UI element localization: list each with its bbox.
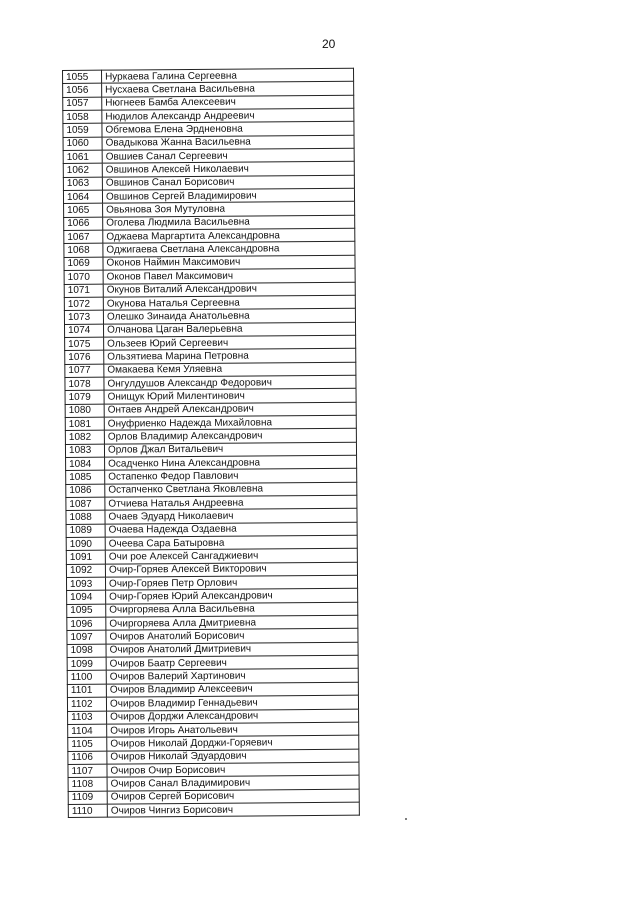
row-number: 1073: [64, 310, 103, 324]
person-name: Очиров Игорь Анатольевич: [107, 722, 359, 737]
row-number: 1096: [67, 617, 106, 631]
person-name: Окунов Виталий Александрович: [103, 282, 355, 297]
person-name: Очаева Надежда Оздаевна: [105, 522, 357, 537]
row-number: 1067: [64, 230, 103, 244]
person-name: Остапченко Светлана Яковлевна: [105, 482, 357, 497]
row-number: 1103: [68, 711, 107, 725]
person-name: Нюдилов Александр Андреевич: [102, 108, 354, 123]
row-number: 1086: [66, 484, 105, 498]
person-name: Овшинов Сергей Владимирович: [102, 188, 354, 203]
row-number: 1106: [68, 751, 107, 765]
person-name: Очиров Чингиз Борисович: [107, 802, 359, 817]
row-number: 1063: [63, 177, 102, 191]
person-name: Очиров Владимир Геннадьевич: [106, 695, 358, 710]
row-number: 1061: [63, 150, 102, 164]
row-number: 1108: [68, 777, 107, 791]
person-name: Омакаева Кемя Уляевна: [104, 362, 356, 377]
row-number: 1070: [64, 270, 103, 284]
row-number: 1071: [64, 284, 103, 298]
row-number: 1107: [68, 764, 107, 778]
person-name: Овьянова Зоя Мутуловна: [103, 202, 355, 217]
person-name: Орлов Владимир Александрович: [104, 428, 356, 443]
person-name: Очиргоряева Алла Дмитриевна: [106, 615, 358, 630]
row-number: 1081: [65, 417, 104, 431]
person-name: Обгемова Елена Эрдненовна: [102, 122, 354, 137]
person-name: Оджигаева Светлана Александровна: [103, 242, 355, 257]
person-name: Нусхаева Светлана Васильевна: [102, 82, 354, 97]
row-number: 1060: [63, 137, 102, 151]
row-number: 1057: [63, 97, 102, 111]
row-number: 1097: [67, 631, 106, 645]
row-number: 1056: [63, 84, 102, 98]
row-number: 1080: [65, 404, 104, 418]
row-number: 1082: [65, 430, 104, 444]
person-name: Очиргоряева Алла Васильевна: [106, 602, 358, 617]
person-name: Остапенко Федор Павлович: [105, 469, 357, 484]
row-number: 1064: [63, 190, 102, 204]
person-name: Очиров Баатр Сергеевич: [106, 655, 358, 670]
person-name: Онгулдушов Александр Федорович: [104, 375, 356, 390]
row-number: 1104: [68, 724, 107, 738]
person-name: Овадыкова Жанна Васильевна: [102, 135, 354, 150]
person-name: Овшинов Санал Борисович: [102, 175, 354, 190]
person-name: Ользятиева Марина Петровна: [104, 348, 356, 363]
person-name: Отчиева Наталья Андреевна: [105, 495, 357, 510]
person-name: Очиров Сергей Борисович: [107, 789, 359, 804]
person-name: Очиров Санал Владимирович: [107, 775, 359, 790]
row-number: 1091: [66, 551, 105, 565]
person-name: Онуфриенко Надежда Михайловна: [104, 415, 356, 430]
roster-table: [62, 68, 360, 819]
row-number: 1101: [67, 684, 106, 698]
person-name: Очиров Валерий Хартинович: [106, 669, 358, 684]
row-number: 1075: [65, 337, 104, 351]
person-name: Ользеев Юрий Сергеевич: [104, 335, 356, 350]
row-number: 1090: [66, 537, 105, 551]
person-name: Олчанова Цаган Валерьевна: [103, 322, 355, 337]
person-name: Очиров Николай Эдуардович: [107, 749, 359, 764]
person-name: Оконов Павел Максимович: [103, 268, 355, 283]
row-number: 1100: [67, 671, 106, 685]
person-name: Нюгнеев Бамба Алексеевич: [102, 95, 354, 110]
person-name: Очаев Эдуард Николаевич: [105, 509, 357, 524]
person-name: Очиров Дорджи Александрович: [107, 709, 359, 724]
person-name: Очир-Горяев Алексей Викторович: [105, 562, 357, 577]
row-number: 1058: [63, 110, 102, 124]
row-number: 1089: [66, 524, 105, 538]
person-name: Осадченко Нина Александровна: [105, 455, 357, 470]
person-name: Очиров Анатолий Борисович: [106, 629, 358, 644]
person-name: Овшинов Алексей Николаевич: [102, 162, 354, 177]
row-number: 1079: [65, 390, 104, 404]
row-number: 1092: [66, 564, 105, 578]
person-name: Орлов Джал Витальевич: [104, 442, 356, 457]
row-number: 1098: [67, 644, 106, 658]
person-name: Очиров Очир Борисович: [107, 762, 359, 777]
row-number: 1066: [64, 217, 103, 231]
table-row: [68, 802, 359, 818]
row-number: 1110: [68, 804, 107, 818]
row-number: 1077: [65, 364, 104, 378]
row-number: 1074: [64, 324, 103, 338]
row-number: 1083: [65, 444, 104, 458]
person-name: Оголева Людмила Васильевна: [103, 215, 355, 230]
person-name: Оджаева Маргартита Александровна: [103, 228, 355, 243]
person-name: Очир-Горяев Юрий Александрович: [106, 589, 358, 604]
person-name: Очиров Николай Дорджи-Горяевич: [107, 735, 359, 750]
row-number: 1065: [64, 204, 103, 218]
person-name: Оконов Наймин Максимович: [103, 255, 355, 270]
row-number: 1095: [67, 604, 106, 618]
row-number: 1088: [66, 511, 105, 525]
row-number: 1084: [66, 457, 105, 471]
row-number: 1094: [67, 591, 106, 605]
row-number: 1078: [65, 377, 104, 391]
row-number: 1102: [67, 697, 106, 711]
row-number: 1072: [64, 297, 103, 311]
person-name: Очиров Владимир Алексеевич: [106, 682, 358, 697]
row-number: 1093: [66, 577, 105, 591]
row-number: 1062: [63, 164, 102, 178]
row-number: 1085: [66, 470, 105, 484]
row-number: 1068: [64, 244, 103, 258]
person-name: Очиров Анатолий Дмитриевич: [106, 642, 358, 657]
person-name: Очир-Горяев Петр Орлович: [105, 575, 357, 590]
row-number: 1109: [68, 791, 107, 805]
row-number: 1055: [63, 70, 102, 84]
person-name: Окунова Наталья Сергеевна: [103, 295, 355, 310]
row-number: 1099: [67, 657, 106, 671]
person-name: Онищук Юрий Милентинович: [104, 388, 356, 403]
person-name: Очеева Сара Батыровна: [105, 535, 357, 550]
person-name: Онтаев Андрей Александрович: [104, 402, 356, 417]
scan-speck: [405, 818, 407, 820]
person-name: Очи рое Алексей Сангаджиевич: [105, 549, 357, 564]
person-name: Овшиев Санал Сергеевич: [102, 148, 354, 163]
person-name: Нуркаева Галина Сергеевна: [102, 68, 354, 83]
page-number: 20: [322, 37, 336, 51]
row-number: 1059: [63, 124, 102, 138]
row-number: 1087: [66, 497, 105, 511]
person-name: Олешко Зинаида Анатольевна: [103, 308, 355, 323]
row-number: 1076: [65, 350, 104, 364]
row-number: 1069: [64, 257, 103, 271]
roster-body: [63, 68, 360, 818]
row-number: 1105: [68, 737, 107, 751]
